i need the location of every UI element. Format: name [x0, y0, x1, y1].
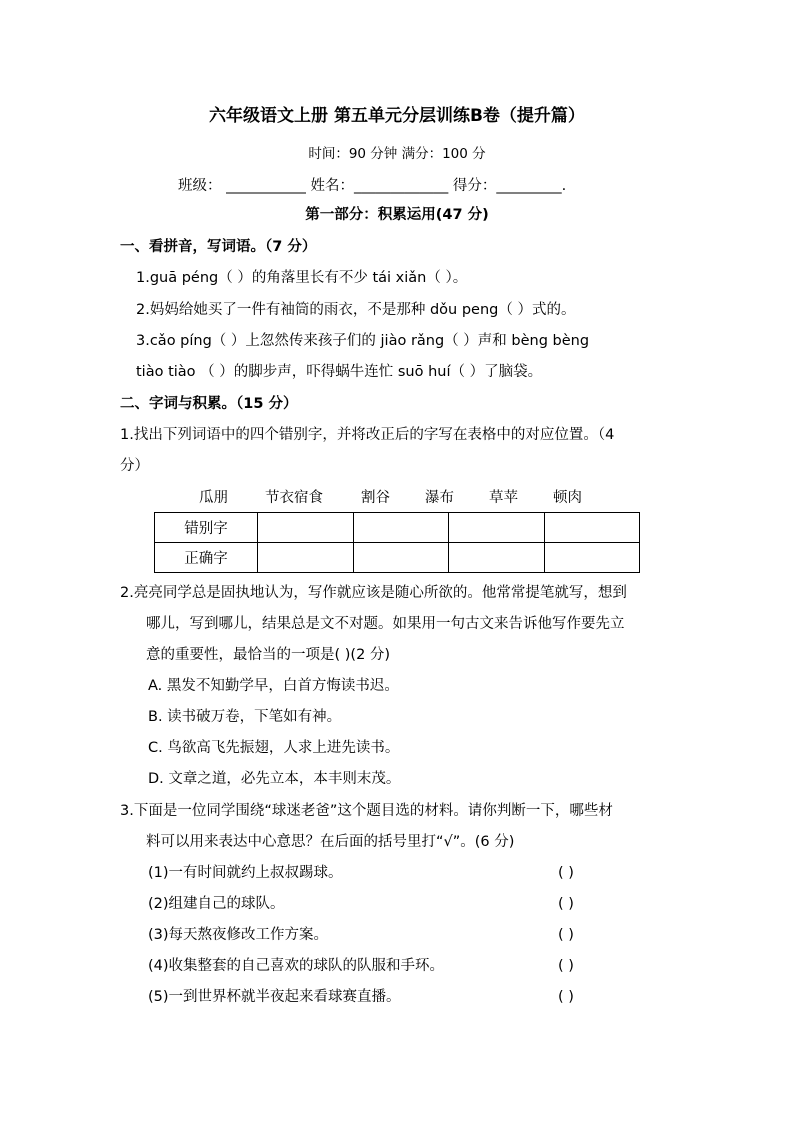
pinyin-question-2: 2.妈妈给她买了一件有袖筒的雨衣，不是那种 dǒu peng（ ）式的。 — [136, 302, 576, 318]
student-info-line: 班级： ___________ 姓名：_____________ 得分：_________. — [178, 178, 567, 194]
word-item: 瓜朋 — [199, 490, 228, 506]
q3-item-1: (1)一有时间就约上叔叔踢球。 — [148, 865, 343, 881]
answer-cell[interactable] — [353, 543, 449, 573]
q3-item-2: (2)组建自己的球队。 — [148, 896, 285, 912]
answer-bracket: ( ) — [558, 958, 574, 974]
q1-line-1: 1.找出下列词语中的四个错别字，并将改正后的字写在表格中的对应位置。（4 — [120, 427, 615, 443]
answer-bracket: ( ) — [558, 989, 574, 1005]
answer-bracket: ( ) — [558, 927, 574, 943]
answer-table — [154, 512, 640, 573]
answer-cell[interactable] — [258, 513, 354, 543]
answer-cell[interactable] — [449, 513, 545, 543]
answer-bracket: ( ) — [558, 865, 574, 881]
q1-line-2: 分） — [120, 458, 149, 474]
q2-line-1: 2.亮亮同学总是固执地认为，写作就应该是随心所欲的。他常常提笔就写，想到 — [120, 585, 627, 601]
q3-item-5: (5)一到世界杯就半夜起来看球赛直播。 — [148, 989, 401, 1005]
q3-item-3: (3)每天熬夜修改工作方案。 — [148, 927, 329, 943]
word-item: 草苹 — [489, 490, 518, 506]
q2-option-a: A. 黑发不知勤学早，白首方悔读书迟。 — [148, 678, 399, 694]
table-row — [155, 543, 640, 573]
answer-bracket: ( ) — [558, 896, 574, 912]
answer-cell[interactable] — [449, 543, 545, 573]
answer-cell[interactable] — [544, 513, 640, 543]
section2-heading: 二、字词与积累。（15 分） — [120, 396, 298, 412]
section1-heading: 一、看拼音，写词语。（7 分） — [120, 239, 317, 255]
page-title: 六年级语文上册 第五单元分层训练B卷（提升篇） — [209, 106, 585, 126]
q3-line-2: 料可以用来表达中心意思？在后面的括号里打“√”。(6 分) — [146, 834, 515, 850]
answer-cell[interactable] — [544, 543, 640, 573]
q2-line-2: 哪儿，写到哪儿，结果总是文不对题。如果用一句古文来告诉他写作要先立 — [146, 616, 625, 632]
row-header-correct-char: 正确字 — [155, 543, 258, 573]
row-header-wrong-char: 错别字 — [155, 513, 258, 543]
word-item: 节衣宿食 — [265, 490, 323, 506]
pinyin-question-1: 1.guā péng（ ）的角落里长有不少 tái xiǎn（ ）。 — [136, 270, 468, 286]
q3-item-4: (4)收集整套的自己喜欢的球队的队服和手环。 — [148, 958, 445, 974]
answer-cell[interactable] — [258, 543, 354, 573]
word-item: 瀑布 — [425, 490, 454, 506]
q2-option-d: D. 文章之道，必先立本，本丰则末茂。 — [148, 771, 401, 787]
word-item: 顿肉 — [553, 490, 582, 506]
part1-heading: 第一部分：积累运用(47 分) — [305, 207, 489, 223]
q3-line-1: 3.下面是一位同学围绕“球迷老爸”这个题目选的材料。请你判断一下，哪些材 — [120, 803, 613, 819]
answer-cell[interactable] — [353, 513, 449, 543]
word-item: 割谷 — [361, 490, 390, 506]
exam-time-info: 时间：90 分钟 满分：100 分 — [308, 146, 486, 162]
q2-option-b: B. 读书破万卷，下笔如有神。 — [148, 709, 342, 725]
q2-line-3: 意的重要性，最恰当的一项是( )(2 分) — [146, 647, 391, 663]
pinyin-question-3b: tiào tiào （ ）的脚步声，吓得蜗牛连忙 suō huí（ ）了脑袋。 — [136, 364, 543, 380]
pinyin-question-3a: 3.cǎo píng（ ）上忽然传来孩子们的 jiào rǎng（ ）声和 bèng bèng — [136, 333, 590, 349]
q2-option-c: C. 鸟欲高飞先振翅，人求上进先读书。 — [148, 740, 400, 756]
table-row — [155, 513, 640, 543]
